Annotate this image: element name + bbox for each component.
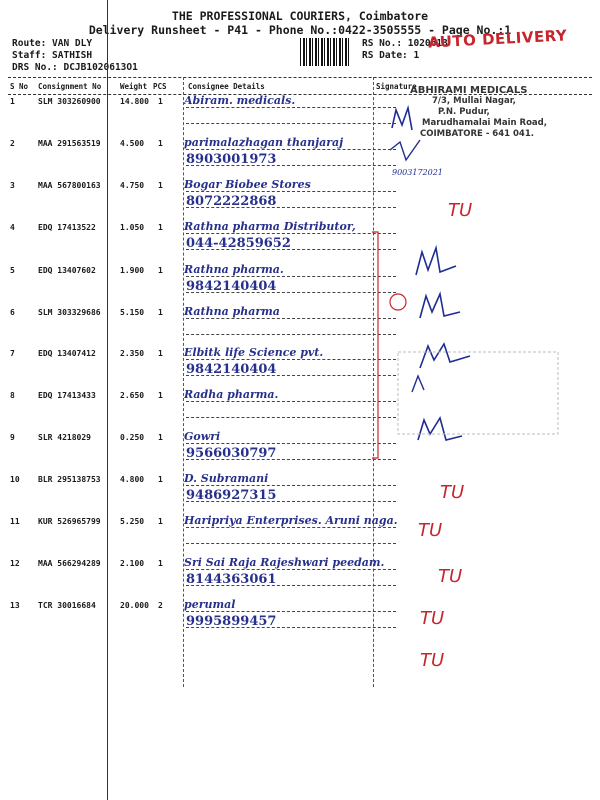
cell-weight: 2.100 <box>120 559 145 568</box>
consignee-phone: 044-42859652 <box>186 236 291 251</box>
cell-sno: 12 <box>10 559 20 568</box>
writing-line <box>186 149 396 150</box>
consignee-name: Elbitk life Science pvt. <box>184 346 324 359</box>
cell-sno: 11 <box>10 517 20 526</box>
writing-line <box>186 334 396 335</box>
cell-weight: 14.800 <box>120 97 149 106</box>
cell-sno: 5 <box>10 266 15 275</box>
cell-pcs: 1 <box>158 433 163 442</box>
writing-line <box>186 569 396 570</box>
writing-line <box>186 359 396 360</box>
writing-line <box>186 191 396 192</box>
rs-number: RS No.: 1020613 <box>362 38 448 49</box>
consignee-name: D. Subramani <box>184 472 269 485</box>
table-row <box>8 513 592 555</box>
consignee-phone: 9842140404 <box>186 362 277 377</box>
cell-weight: 1.900 <box>120 266 145 275</box>
consignee-phone: 9995899457 <box>186 614 277 629</box>
consignee-phone: 9842140404 <box>186 279 277 294</box>
cell-consignment: EDQ 13407602 <box>38 266 96 275</box>
stamp-line: 7/3, Mullai Nagar, <box>432 96 516 106</box>
cell-weight: 5.250 <box>120 517 145 526</box>
table-row <box>8 597 592 639</box>
route-label: Route: VAN DLY <box>12 38 93 49</box>
cell-pcs: 1 <box>158 517 163 526</box>
abhirami-stamp <box>410 85 547 140</box>
table-row <box>8 304 592 346</box>
writing-line <box>186 611 396 612</box>
writing-line <box>186 443 396 444</box>
cell-pcs: 2 <box>158 601 163 610</box>
table-row <box>8 429 592 471</box>
tu-mark: TU <box>438 566 463 587</box>
cell-consignment: EDQ 17413433 <box>38 391 96 400</box>
cell-consignment: BLR 295138753 <box>38 475 101 484</box>
writing-line <box>186 107 396 108</box>
consignee-name: perumal <box>184 598 236 611</box>
cell-consignment: EDQ 13407412 <box>38 349 96 358</box>
cell-sno: 3 <box>10 181 15 190</box>
tu-mark: TU <box>448 200 473 221</box>
cell-pcs: 1 <box>158 139 163 148</box>
cell-consignment: MAA 566294289 <box>38 559 101 568</box>
cell-weight: 2.350 <box>120 349 145 358</box>
cell-sno: 6 <box>10 308 15 317</box>
consignee-name: Abiram. medicals. <box>184 94 296 107</box>
cell-pcs: 1 <box>158 266 163 275</box>
consignee-phone: 8072222868 <box>186 194 277 209</box>
cell-pcs: 1 <box>158 223 163 232</box>
table-row <box>8 219 592 261</box>
auto-delivery-stamp: AUTO DELIVERY <box>427 26 568 52</box>
cell-consignment: TCR 30016684 <box>38 601 96 610</box>
table-row <box>8 135 592 177</box>
cell-weight: 0.250 <box>120 433 145 442</box>
col-pcs: PCS <box>153 82 167 91</box>
writing-line <box>186 123 396 124</box>
cell-pcs: 1 <box>158 308 163 317</box>
drs-number: DRS No.: DCJB1020613O1 <box>12 62 138 73</box>
cell-consignment: EDQ 17413522 <box>38 223 96 232</box>
consignee-name: Gowri <box>184 430 221 443</box>
writing-line <box>186 318 396 319</box>
writing-line <box>186 233 396 234</box>
cell-weight: 5.150 <box>120 308 145 317</box>
cell-pcs: 1 <box>158 349 163 358</box>
writing-line <box>186 276 396 277</box>
tu-mark: TU <box>420 608 445 629</box>
cell-weight: 4.750 <box>120 181 145 190</box>
writing-line <box>186 543 396 544</box>
tu-mark: TU <box>418 520 443 541</box>
table-row <box>8 387 592 429</box>
table-row <box>8 262 592 304</box>
cell-sno: 4 <box>10 223 15 232</box>
cell-sno: 7 <box>10 349 15 358</box>
writing-line <box>186 527 396 528</box>
cell-weight: 20.000 <box>120 601 149 610</box>
cell-sno: 13 <box>10 601 20 610</box>
table-row <box>8 471 592 513</box>
stamp-line: ABHIRAMI MEDICALS <box>410 85 528 96</box>
consignee-name: Sri Sai Raja Rajeshwari peedam. <box>184 556 385 569</box>
tu-mark: TU <box>420 650 445 671</box>
col-signature: Signature <box>376 82 417 91</box>
consignee-phone: 9486927315 <box>186 488 277 503</box>
stamp-line: P.N. Pudur, <box>438 107 490 117</box>
cell-pcs: 1 <box>158 181 163 190</box>
cell-sno: 8 <box>10 391 15 400</box>
cell-pcs: 1 <box>158 475 163 484</box>
stamp-line: COIMBATORE - 641 041. <box>420 129 534 139</box>
cell-consignment: MAA 291563519 <box>38 139 101 148</box>
row2-signature-number: 9003172021 <box>392 168 443 177</box>
consignee-name: Rathna pharma Distributor, <box>184 220 356 233</box>
cell-sno: 9 <box>10 433 15 442</box>
consignee-name: Radha pharma. <box>184 388 279 401</box>
cell-weight: 1.050 <box>120 223 145 232</box>
col-weight: Weight <box>120 82 148 91</box>
cell-sno: 1 <box>10 97 15 106</box>
consignee-phone: 9566030797 <box>186 446 277 461</box>
cell-sno: 10 <box>10 475 20 484</box>
cell-pcs: 1 <box>158 559 163 568</box>
consignee-name: parimalazhagan thanjaraj <box>184 136 344 149</box>
cell-sno: 2 <box>10 139 15 148</box>
table-row <box>8 177 592 219</box>
writing-line <box>186 401 396 402</box>
consignee-phone: 8903001973 <box>186 152 277 167</box>
rs-date: RS Date: 1 <box>362 50 420 61</box>
staff-label: Staff: SATHISH <box>12 50 93 61</box>
cell-consignment: SLM 303260900 <box>38 97 101 106</box>
col-consignment: Consignment No <box>38 82 102 91</box>
cell-consignment: MAA 567800163 <box>38 181 101 190</box>
consignee-phone: 8144363061 <box>186 572 277 587</box>
consignee-name: Haripriya Enterprises. Aruni naga. <box>184 514 398 527</box>
document-title: THE PROFESSIONAL COURIERS, Coimbatore <box>171 9 429 23</box>
consignee-name: Bogar Biobee Stores <box>184 178 311 191</box>
tu-mark: TU <box>440 482 465 503</box>
cell-weight: 4.800 <box>120 475 145 484</box>
consignee-name: Rathna pharma <box>184 305 280 318</box>
cell-consignment: KUR 526965799 <box>38 517 101 526</box>
cell-consignment: SLR 4218029 <box>38 433 91 442</box>
writing-line <box>186 417 396 418</box>
table-row <box>8 555 592 597</box>
consignee-name: Rathna pharma. <box>184 263 284 276</box>
cell-pcs: 1 <box>158 97 163 106</box>
cell-weight: 2.650 <box>120 391 145 400</box>
cell-pcs: 1 <box>158 391 163 400</box>
cell-weight: 4.500 <box>120 139 145 148</box>
document-subtitle: Delivery Runsheet - P41 - Phone No.:0422-3505555 - Page No.:1 <box>88 23 512 37</box>
cell-consignment: SLM 303329686 <box>38 308 101 317</box>
table-row <box>8 345 592 387</box>
col-sno: S No <box>10 82 29 91</box>
barcode <box>300 38 350 66</box>
stamp-line: Marudhamalai Main Road, <box>422 118 547 128</box>
col-details: Consignee Details <box>188 82 265 91</box>
writing-line <box>186 485 396 486</box>
